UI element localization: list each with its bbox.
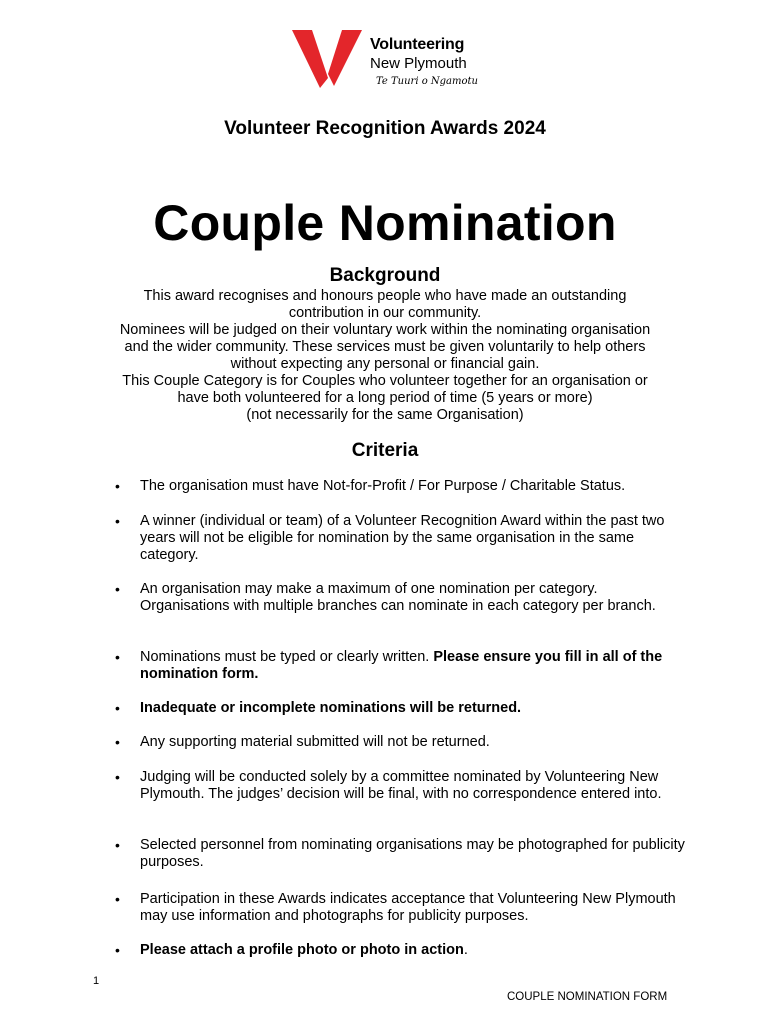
criteria-item: • Selected personnel from nominating organisations may be photographed for publicity purposes. [115, 837, 685, 870]
footer-label: COUPLE NOMINATION FORM [507, 991, 668, 1003]
criteria-item: • Any supporting material submitted will not be returned. [115, 734, 490, 750]
bullet-icon: • [115, 581, 120, 597]
criteria-heading: Criteria [351, 440, 419, 461]
criteria-item: • Nominations must be typed or clearly written. Please ensure you fill in all of the nomination form. [115, 649, 663, 682]
background-line: Nominees will be judged on their voluntary work within the nominating organisation [119, 322, 651, 338]
bullet-icon: • [115, 734, 120, 750]
background-line: This award recognises and honours people who have made an outstanding [143, 288, 627, 304]
awards-subtitle: Volunteer Recognition Awards 2024 [224, 118, 546, 139]
criteria-item: • Participation in these Awards indicates acceptance that Volunteering New Plymouth may use information and photographs for publicity purposes. [115, 891, 676, 924]
background-paragraph [60, 288, 710, 424]
criteria-item: • An organisation may make a maximum of one nomination per category. Organisations with multiple branches can nominate in each category per branch. [115, 581, 656, 614]
page-title: Couple Nomination [153, 195, 617, 251]
background-line: contribution in our community. [288, 305, 482, 321]
criteria-item: • The organisation must have Not-for-Profit / For Purpose / Charitable Status. [115, 478, 626, 494]
background-line: This Couple Category is for Couples who volunteer together for an organisation or [122, 373, 648, 389]
bullet-icon: • [115, 700, 120, 716]
logo-tagline: Te Tuuri o Ngamotu [376, 76, 478, 87]
background-line: without expecting any personal or financial gain. [230, 356, 540, 372]
criteria-item: • Judging will be conducted solely by a committee nominated by Volunteering New Plymouth. The judges’ decision will be final, with no correspondence entered into. [115, 769, 662, 802]
bullet-icon: • [115, 891, 120, 907]
bullet-icon: • [115, 769, 120, 785]
background-line: have both volunteered for a long period of time (5 years or more) [177, 390, 593, 406]
page-number: 1 [93, 975, 100, 987]
bullet-icon: • [115, 649, 120, 665]
v-logo-icon [290, 28, 364, 90]
background-line: (not necessarily for the same Organisation) [246, 407, 524, 423]
bullet-icon: • [115, 942, 120, 958]
bullet-icon: • [115, 478, 120, 494]
bullet-icon: • [115, 837, 120, 853]
criteria-item: • Inadequate or incomplete nominations will be returned. [115, 700, 522, 716]
criteria-item: • Please attach a profile photo or photo in action. [115, 942, 468, 958]
logo-line-1: Volunteering [370, 36, 465, 53]
logo [290, 28, 490, 92]
criteria-item: • A winner (individual or team) of a Volunteer Recognition Award within the past two years will not be eligible for nomination by the same organisation in the same category. [115, 513, 665, 563]
bullet-icon: • [115, 513, 120, 529]
background-heading: Background [329, 265, 441, 286]
background-line: and the wider community. These services must be given voluntarily to help others [124, 339, 646, 355]
logo-line-2: New Plymouth [370, 55, 467, 72]
